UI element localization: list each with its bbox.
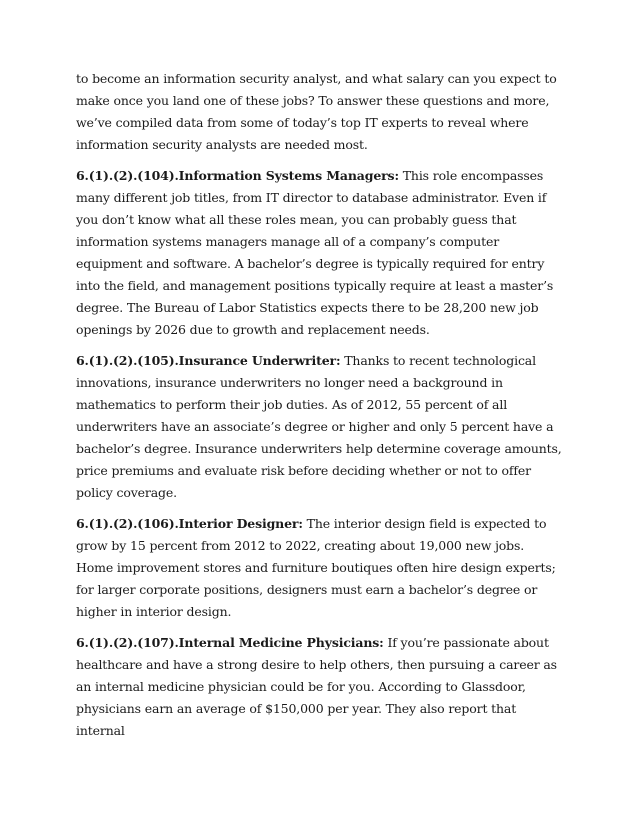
paragraph-interior-designer — [76, 513, 562, 623]
paragraph-body: Thanks to recent technological innovations, insurance underwriters no longer need a background in mathematics to perform their job duties. As of 2012, 55 percent of all underwriters have an associate’s degree or higher and only 5 percent have a bachelor’s degree. Insurance underwriters help determine coverage amounts, price premiums and evaluate risk before deciding whether or not to offer policy coverage. — [76, 353, 562, 500]
paragraph-lead: 6.(1).(2).(104).Information Systems Managers: — [76, 168, 399, 183]
paragraph-body: If you’re passionate about healthcare and have a strong desire to help others, then pursuing a career as an internal medicine physician could be for you. According to Glassdoor, physicians earn an average of $150,000 per year. They also report that internal — [76, 635, 557, 738]
paragraph-lead: 6.(1).(2).(105).Insurance Underwriter: — [76, 353, 341, 368]
paragraph-body: This role encompasses many different job titles, from IT director to database administrator. Even if you don’t know what all these roles mean, you can probably guess that information systems managers manage all of a company’s computer equipment and software. A bachelor’s degree is typically required for entry into the field, and management positions typically require at least a master’s degree. The Bureau of Labor Statistics expects there to be 28,200 new job openings by 2026 due to growth and replacement needs. — [76, 168, 554, 337]
paragraph-body: to become an information security analyst, and what salary can you expect to make once you land one of these jobs? To answer these questions and more, we’ve compiled data from some of today’s top IT experts to reveal where information security analysts are needed most. — [76, 71, 557, 152]
paragraph-insurance-underwriter — [76, 350, 562, 504]
paragraph-intro — [76, 68, 562, 156]
paragraph-body: The interior design field is expected to grow by 15 percent from 2012 to 2022, creating about 19,000 new jobs. Home improvement stores and furniture boutiques often hire design experts; for larger corporate positions, designers must earn a bachelor’s degree or higher in interior design. — [76, 516, 556, 619]
paragraph-information-systems-managers — [76, 165, 562, 341]
paragraph-lead: 6.(1).(2).(107).Internal Medicine Physicians: — [76, 635, 384, 650]
paragraph-lead: 6.(1).(2).(106).Interior Designer: — [76, 516, 303, 531]
paragraph-internal-medicine-physicians — [76, 632, 562, 742]
document-page — [76, 68, 562, 751]
